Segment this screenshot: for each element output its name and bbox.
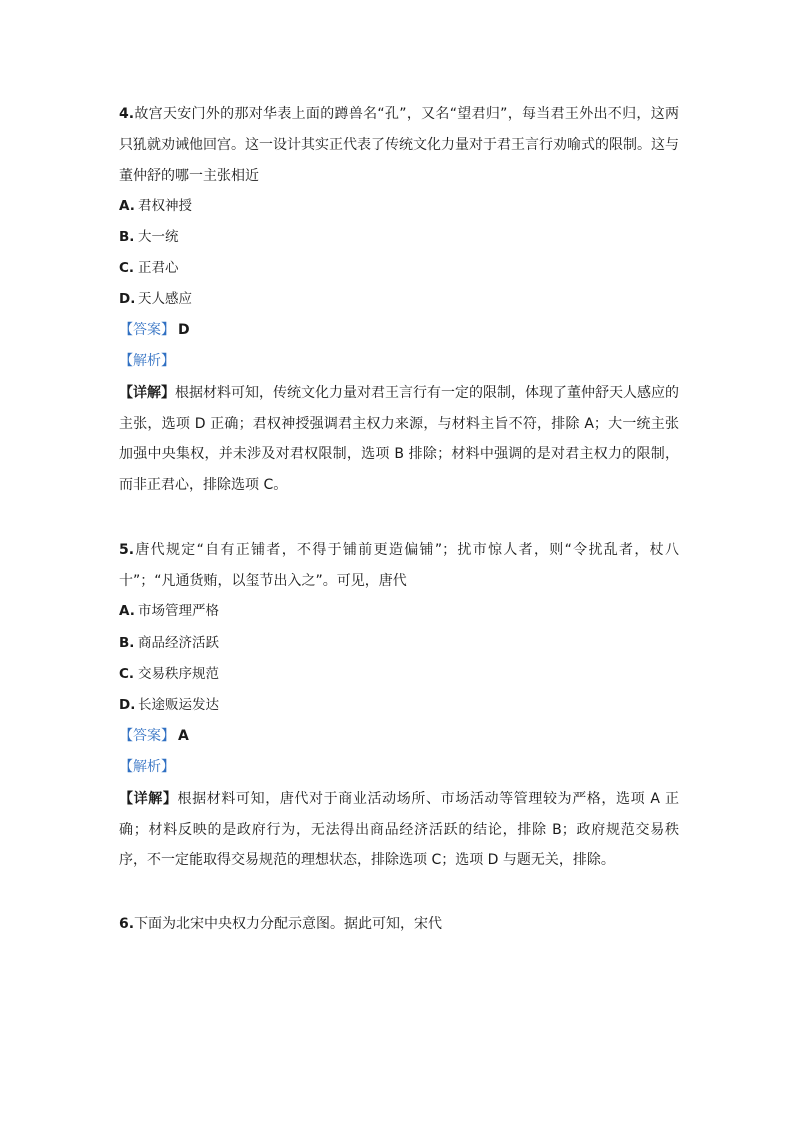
question-4-option-d xyxy=(119,289,192,309)
detail-text: 根据材料可知，唐代对于商业活动场所、市场活动等管理较为严格，选项 A 正确；材料反映的是政府行为，无法得出商品经济活跃的结论，排除 B；政府规范交易秩序，不一定能取得交易规范的理想状态，排除选项 C；选项 D 与题无关，排除。 xyxy=(119,791,680,869)
question-5-option-c xyxy=(119,664,219,684)
option-text: 君权神授 xyxy=(138,198,192,214)
question-4-detail xyxy=(119,378,679,500)
answer-value: D xyxy=(178,322,190,338)
question-4-answer xyxy=(119,320,190,340)
option-text: 正君心 xyxy=(138,260,179,276)
option-letter: B. xyxy=(119,635,135,651)
question-4-text: 故宫天安门外的那对华表上面的蹲兽名“孔”，又名“望君归”，每当君王外出不归，这两只犼就劝诫他回宫。这一设计其实正代表了传统文化力量对于君王言行劝喻式的限制。这与董仲舒的哪一主张相近 xyxy=(119,106,679,184)
option-letter: B. xyxy=(119,229,135,245)
detail-label: 【详解】 xyxy=(119,791,178,807)
question-5-number: 5. xyxy=(119,542,135,558)
question-5-answer xyxy=(119,726,189,746)
analysis-label: 【解析】 xyxy=(119,353,175,369)
question-4-analysis-label xyxy=(119,351,175,371)
question-4-number: 4. xyxy=(119,106,135,122)
option-text: 交易秩序规范 xyxy=(138,666,219,682)
question-6-stem xyxy=(119,914,442,934)
question-5-analysis-label xyxy=(119,757,175,777)
option-text: 商品经济活跃 xyxy=(138,635,219,651)
option-letter: D. xyxy=(119,291,136,307)
answer-label: 【答案】 xyxy=(119,322,175,338)
question-4-option-a xyxy=(119,196,192,216)
detail-text: 根据材料可知，传统文化力量对君王言行有一定的限制，体现了董仲舒天人感应的主张，选项 D 正确；君权神授强调君主权力来源，与材料主旨不符，排除 A；大一统主张加强中央集权，并未涉及对君权限制，选项 B 排除；材料中强调的是对君主权力的限制，而非正君心，排除选项 C。 xyxy=(119,385,679,493)
question-5-stem xyxy=(119,535,679,597)
question-5-text: 唐代规定“自有正铺者，不得于铺前更造偏铺”；扰市惊人者，则“令扰乱者，杖八十”；“凡通货贿，以玺节出入之”。可见，唐代 xyxy=(119,542,679,589)
option-text: 市场管理严格 xyxy=(138,603,219,619)
detail-label: 【详解】 xyxy=(119,385,175,401)
answer-label: 【答案】 xyxy=(119,728,175,744)
option-text: 大一统 xyxy=(138,229,179,245)
analysis-label: 【解析】 xyxy=(119,759,175,775)
question-5-option-a xyxy=(119,601,219,621)
question-6-number: 6. xyxy=(119,916,135,932)
option-letter: A. xyxy=(119,198,135,214)
option-letter: C. xyxy=(119,666,135,682)
question-4-stem xyxy=(119,99,679,192)
option-text: 长途贩运发达 xyxy=(138,697,219,713)
question-5-option-d xyxy=(119,695,219,715)
question-5-detail xyxy=(119,784,679,876)
question-4-option-b xyxy=(119,227,179,247)
answer-value: A xyxy=(178,728,189,744)
option-text: 天人感应 xyxy=(138,291,192,307)
question-6-text: 下面为北宋中央权力分配示意图。据此可知，宋代 xyxy=(134,916,443,932)
option-letter: D. xyxy=(119,697,136,713)
question-4-option-c xyxy=(119,258,179,278)
option-letter: A. xyxy=(119,603,135,619)
question-5-option-b xyxy=(119,633,219,653)
option-letter: C. xyxy=(119,260,135,276)
